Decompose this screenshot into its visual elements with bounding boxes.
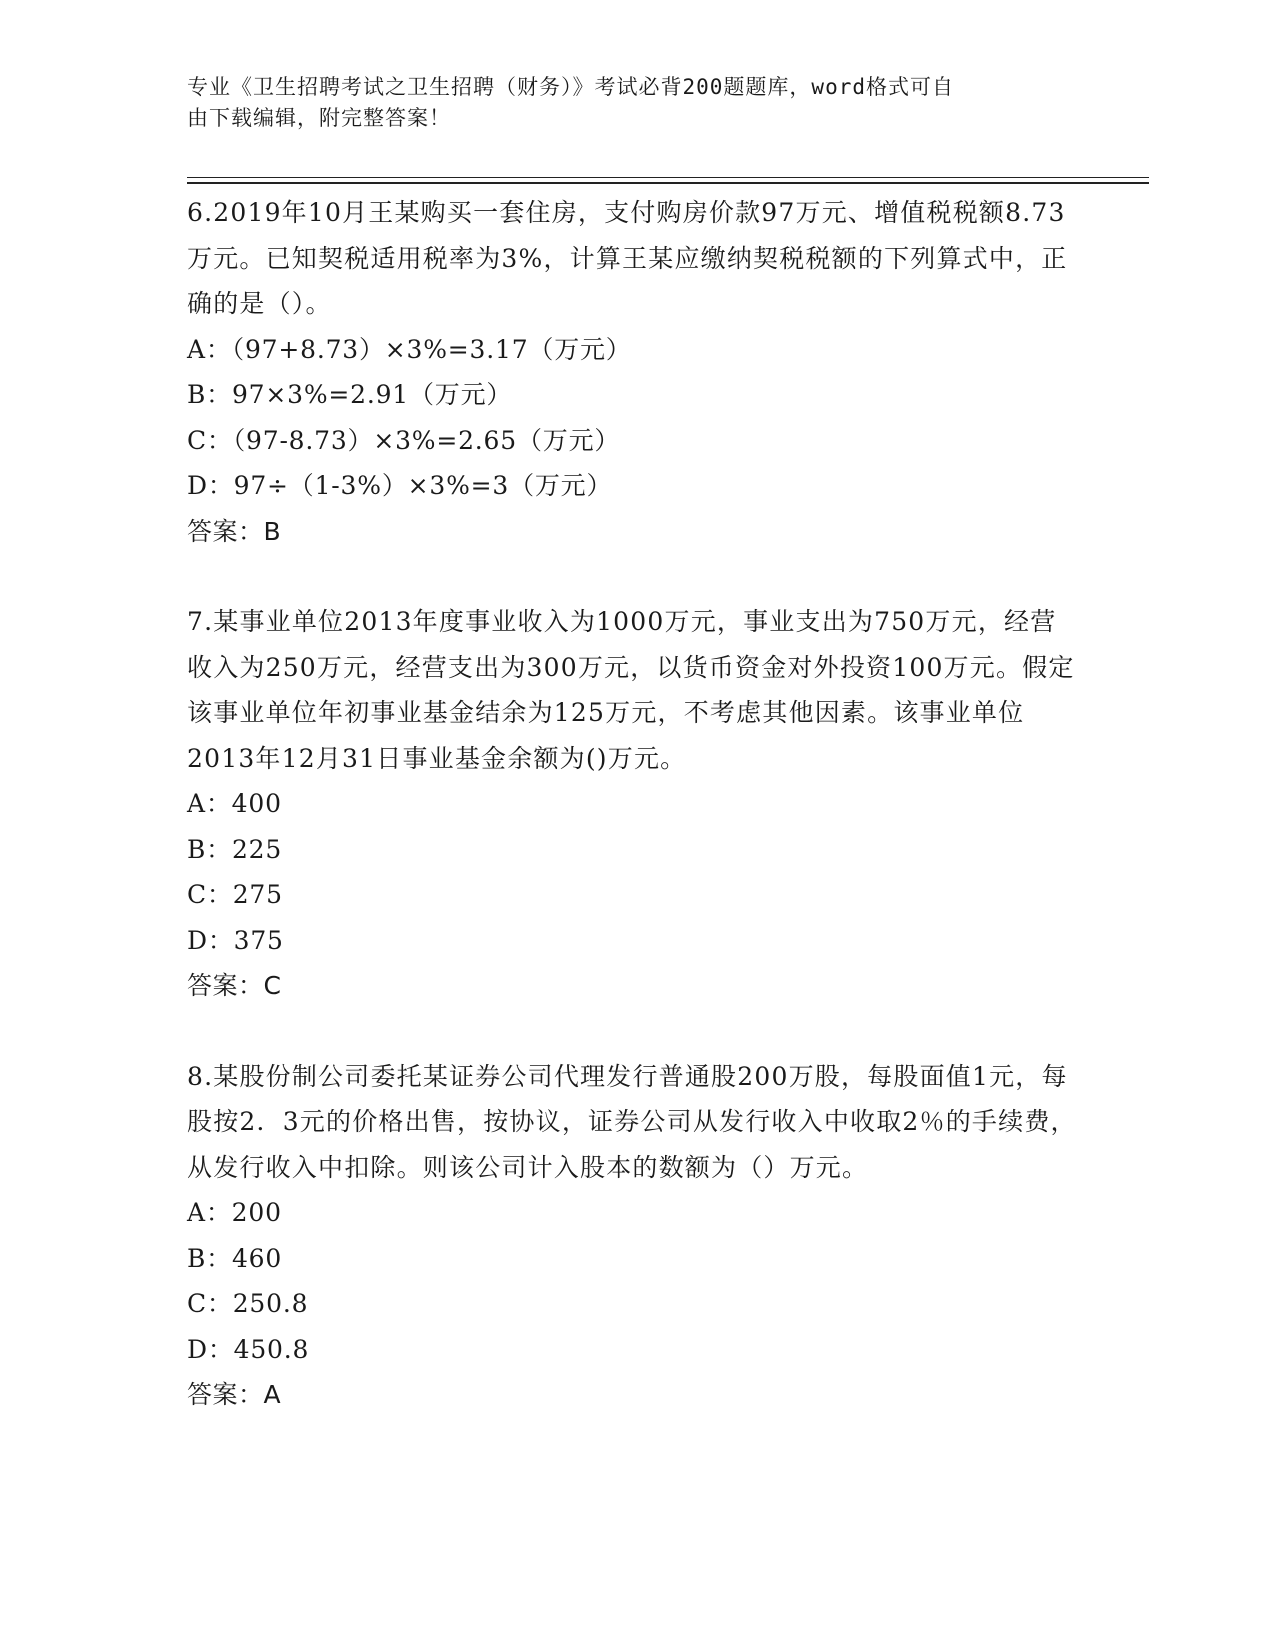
answer-value: A: [263, 1380, 282, 1409]
question-stem: 7.某事业单位2013年度事业收入为1000万元，事业支出为750万元，经营收入为250万元，经营支出为300万元，以货币资金对外投资100万元。假定该事业单位年初事业基金结余为125万元，不考虑其他因素。该事业单位2013年12月31日事业基金余额为()万元。: [187, 607, 1075, 773]
answer-label: 答案：: [187, 1380, 264, 1409]
option-b: B：225: [187, 834, 283, 864]
header-line-1: 专业《卫生招聘考试之卫生招聘（财务）》考试必背200题题库，word格式可自: [187, 75, 954, 99]
answer-value: C: [263, 971, 282, 1000]
option-d: D：375: [187, 925, 284, 955]
option-b: B：97×3%=2.91（万元）: [187, 380, 513, 409]
answer-line: [187, 509, 1087, 555]
option-a: A：200: [187, 1198, 282, 1227]
answer-line: [187, 963, 1087, 1009]
document-header: [187, 72, 1067, 134]
question-gap: [187, 1009, 1087, 1054]
question-gap: [187, 554, 1087, 599]
option-a: A：（97+8.73）×3%=3.17（万元）: [187, 334, 632, 364]
option-c: C：275: [187, 880, 283, 909]
option-c: C：（97-8.73）×3%=2.65（万元）: [187, 425, 621, 455]
option-c: C：250.8: [187, 1289, 309, 1318]
answer-value: B: [263, 516, 282, 546]
header-line-2: 由下载编辑，附完整答案！: [187, 106, 451, 130]
option-a: A：400: [187, 789, 282, 818]
answer-label: 答案：: [187, 971, 264, 1000]
header-divider-thick: [187, 182, 1149, 184]
option-d: D：97÷（1-3%）×3%=3（万元）: [187, 471, 613, 500]
option-b: B：460: [187, 1243, 283, 1273]
question-6: [187, 190, 1087, 554]
option-d: D：450.8: [187, 1334, 310, 1364]
answer-line: [187, 1372, 1087, 1418]
question-7: [187, 599, 1087, 1009]
header-divider-thin: [187, 177, 1149, 178]
question-stem: 8.某股份制公司委托某证券公司代理发行普通股200万股，每股面值1元，每股按2．3元的价格出售，按协议，证券公司从发行收入中收取2％的手续费，从发行收入中扣除。则该公司计入股本的数额为（）万元。: [187, 1061, 1077, 1182]
answer-label: 答案：: [187, 516, 264, 546]
question-stem: 6.2019年10月王某购买一套住房，支付购房价款97万元、增值税税额8.73万元。已知契税适用税率为3%，计算王某应缴纳契税税额的下列算式中，正确的是（）。: [187, 198, 1068, 318]
question-8: [187, 1054, 1087, 1418]
question-list: [187, 190, 1087, 1418]
